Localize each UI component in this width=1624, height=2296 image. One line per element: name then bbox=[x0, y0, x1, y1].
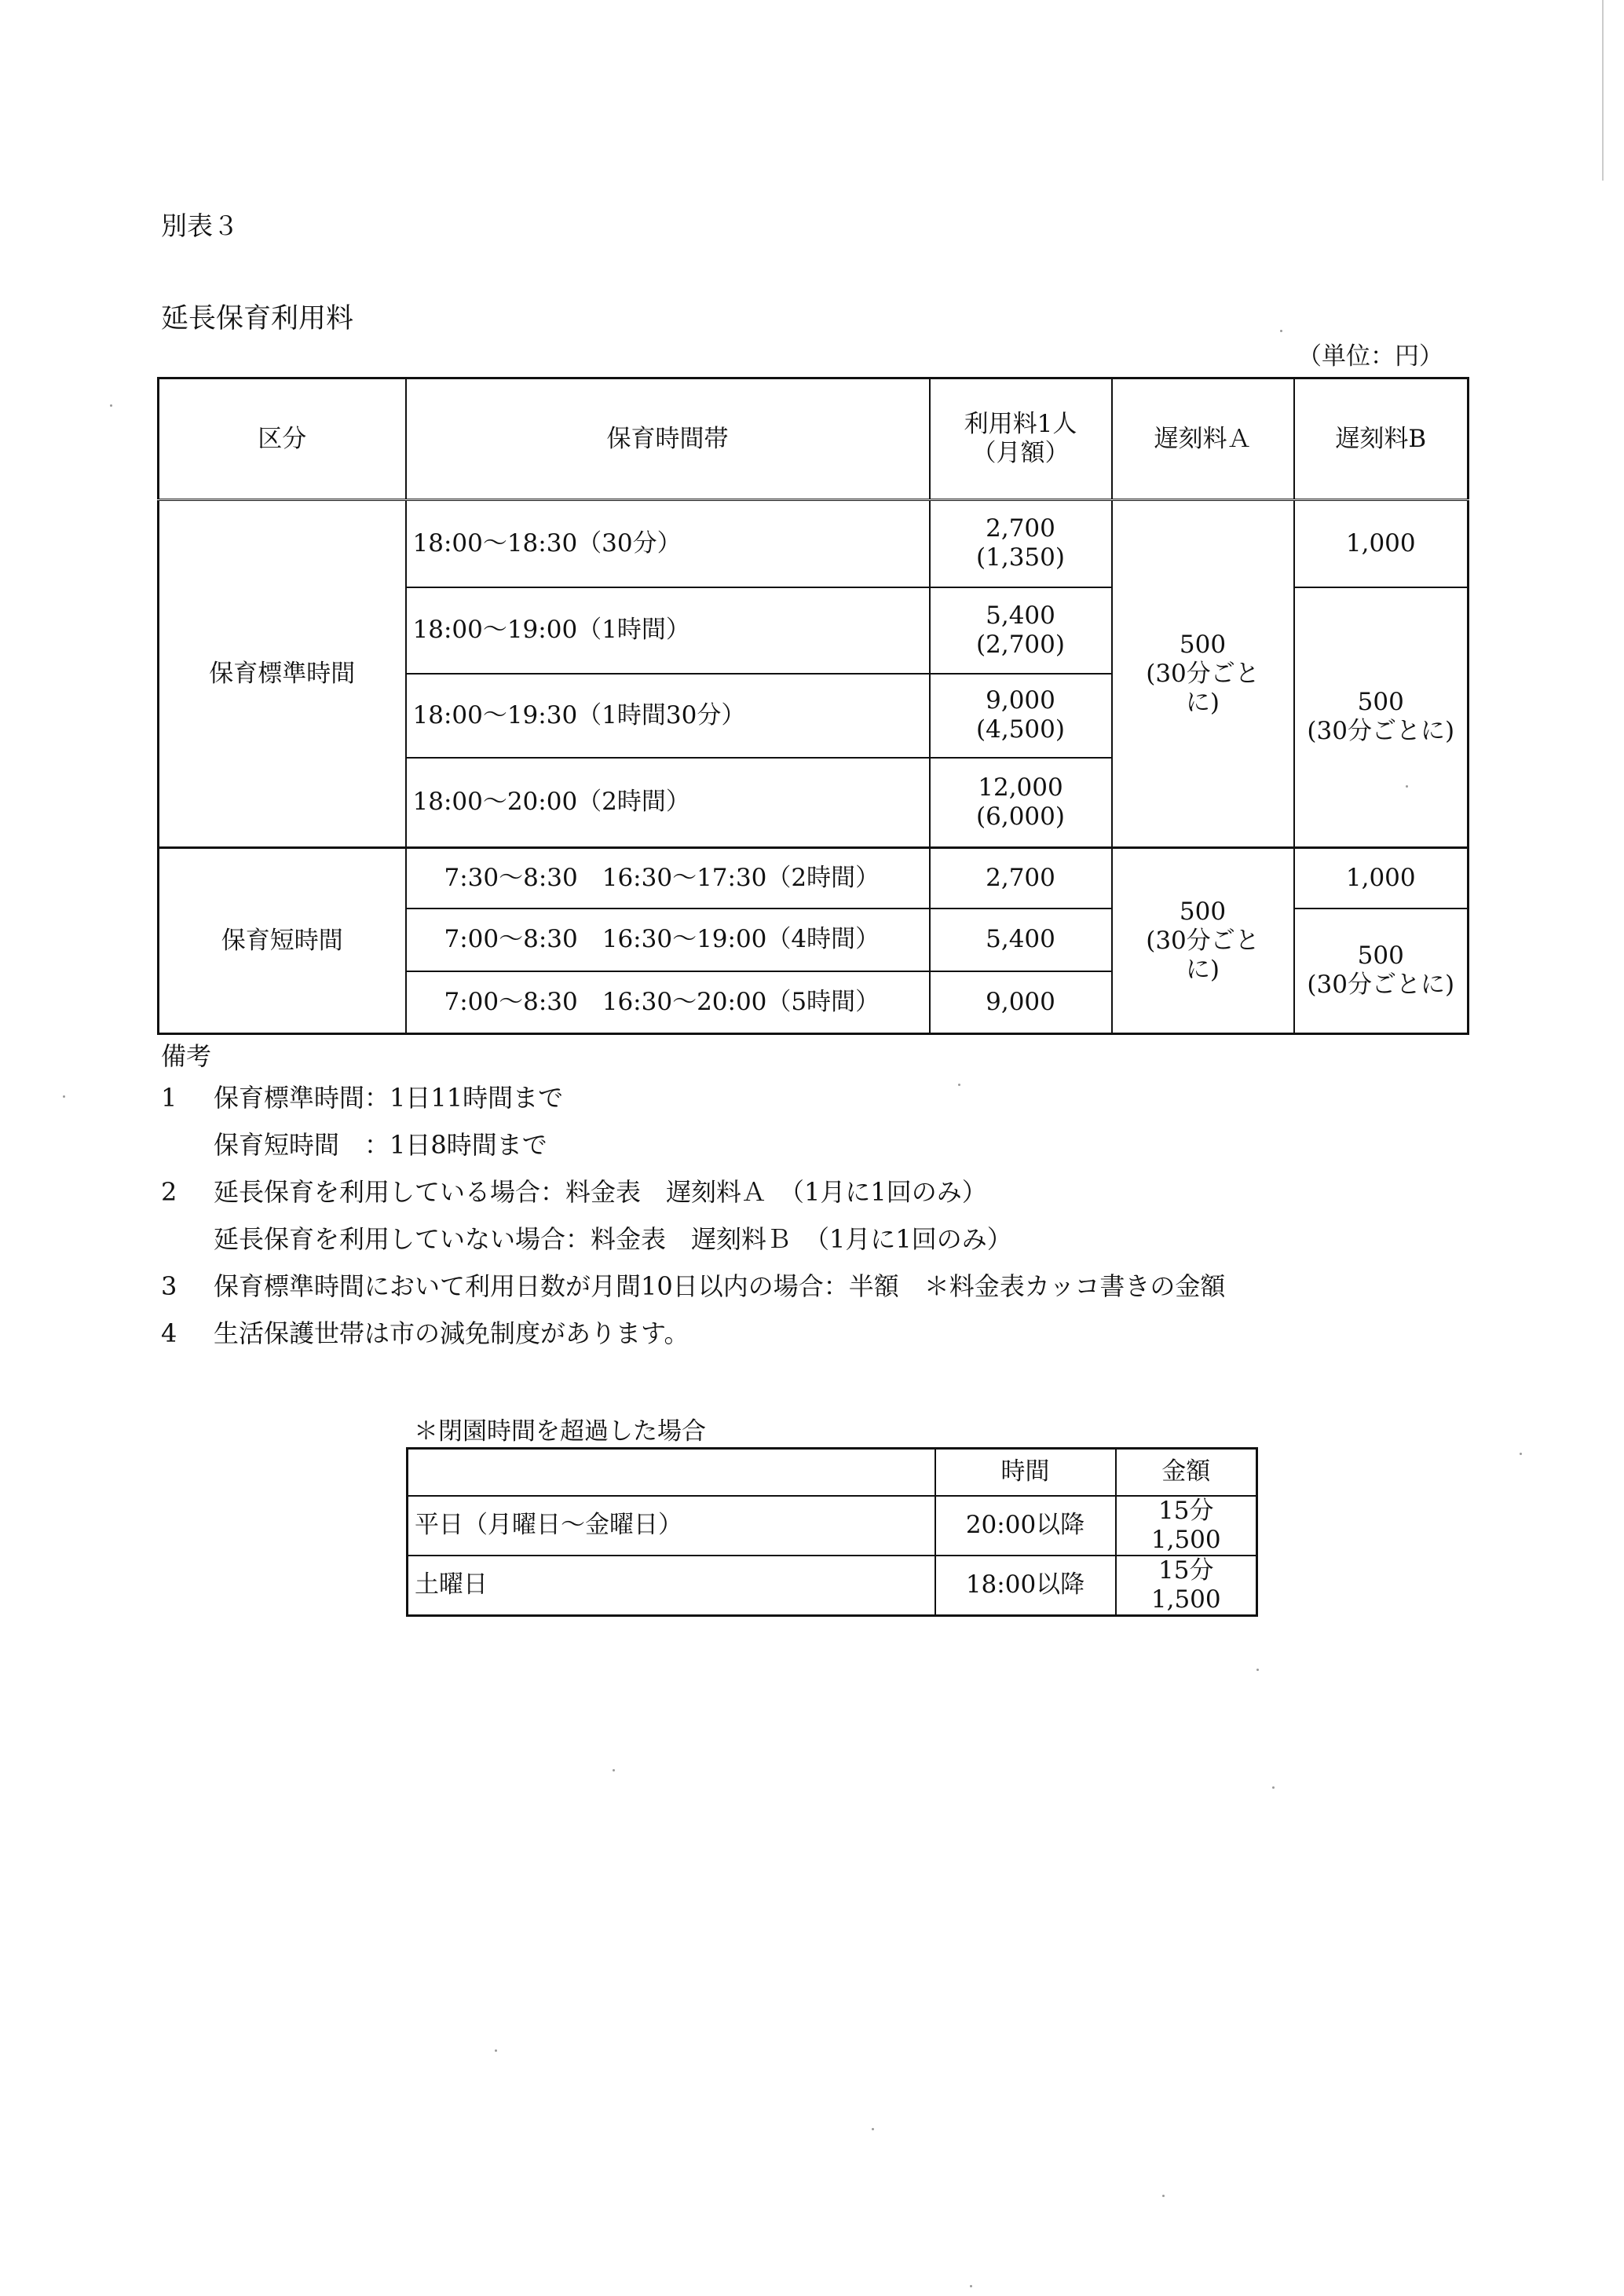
header-fee: 利用料1人 （月額） bbox=[930, 378, 1112, 500]
note-number: 1 bbox=[161, 1083, 177, 1113]
short-fee-1: 2,700 bbox=[930, 848, 1112, 909]
closing-header-amount: 金額 bbox=[1116, 1449, 1257, 1496]
note-text: 延長保育を利用していない場合：料金表 遅刻料Ｂ （1月に1回のみ） bbox=[214, 1224, 1012, 1254]
category-standard: 保育標準時間 bbox=[159, 500, 406, 848]
scan-speck bbox=[1406, 785, 1408, 788]
scan-speck bbox=[872, 2128, 874, 2130]
note-item bbox=[161, 1263, 1225, 1310]
scan-speck bbox=[495, 2049, 497, 2052]
scan-edge-line bbox=[1602, 0, 1604, 181]
header-late-a: 遅刻料Ａ bbox=[1112, 378, 1294, 500]
scan-speck bbox=[1280, 330, 1282, 332]
standard-fee-4: 12,000 (6,000) bbox=[930, 758, 1112, 848]
closing-row-label: 土曜日 bbox=[408, 1556, 935, 1616]
scan-speck bbox=[613, 1769, 615, 1771]
note-number: 2 bbox=[161, 1177, 177, 1207]
scan-speck bbox=[63, 1095, 65, 1098]
short-late-b-rest: 500 (30分ごとに) bbox=[1294, 909, 1469, 1034]
notes-heading: 備考 bbox=[161, 1041, 212, 1071]
note-text: 保育標準時間：1日11時間まで bbox=[214, 1083, 564, 1113]
note-text: 保育短時間 ：1日8時間まで bbox=[214, 1130, 547, 1160]
scan-speck bbox=[970, 2285, 972, 2287]
closing-row-label: 平日（月曜日～金曜日） bbox=[408, 1496, 935, 1556]
short-late-b-first: 1,000 bbox=[1294, 848, 1469, 909]
closing-header-time: 時間 bbox=[935, 1449, 1116, 1496]
closing-header-blank bbox=[408, 1449, 935, 1496]
note-number: 3 bbox=[161, 1271, 177, 1301]
standard-late-b-rest: 500 (30分ごとに) bbox=[1294, 587, 1469, 848]
closing-row-amount: 15分 1,500 bbox=[1116, 1556, 1257, 1616]
standard-late-b-first: 1,000 bbox=[1294, 500, 1469, 587]
standard-time-4: 18:00～20:00（2時間） bbox=[406, 758, 930, 848]
short-time-3: 7:00～8:30 16:30～20:00（5時間） bbox=[406, 971, 930, 1034]
closing-table bbox=[406, 1447, 1258, 1617]
closing-row-time: 18:00以降 bbox=[935, 1556, 1116, 1616]
standard-time-3: 18:00～19:30（1時間30分） bbox=[406, 674, 930, 758]
note-item bbox=[161, 1310, 1225, 1357]
note-text: 保育標準時間において利用日数が月間10日以内の場合：半額 ＊料金表カッコ書きの金額 bbox=[214, 1271, 1226, 1301]
closing-title: ＊閉園時間を超過した場合 bbox=[414, 1417, 706, 1446]
header-category: 区分 bbox=[159, 378, 406, 500]
short-fee-2: 5,400 bbox=[930, 909, 1112, 971]
appendix-label: 別表３ bbox=[161, 210, 239, 241]
header-time-band: 保育時間帯 bbox=[406, 378, 930, 500]
short-time-2: 7:00～8:30 16:30～19:00（4時間） bbox=[406, 909, 930, 971]
scan-speck bbox=[958, 1084, 960, 1086]
standard-time-1: 18:00～18:30（30分） bbox=[406, 500, 930, 587]
note-text: 生活保護世帯は市の減免制度があります。 bbox=[214, 1318, 689, 1348]
standard-fee-1: 2,700 (1,350) bbox=[930, 500, 1112, 587]
note-item bbox=[161, 1121, 1225, 1168]
standard-fee-2: 5,400 (2,700) bbox=[930, 587, 1112, 674]
note-item bbox=[161, 1216, 1225, 1263]
closing-row-amount: 15分 1,500 bbox=[1116, 1496, 1257, 1556]
scan-speck bbox=[110, 404, 112, 407]
unit-label: （単位：円） bbox=[1297, 342, 1443, 371]
note-item bbox=[161, 1074, 1225, 1121]
scan-speck bbox=[1520, 1453, 1522, 1455]
closing-row-time: 20:00以降 bbox=[935, 1496, 1116, 1556]
short-time-1: 7:30～8:30 16:30～17:30（2時間） bbox=[406, 848, 930, 909]
fee-table bbox=[157, 377, 1469, 1035]
short-late-a: 500 (30分ごと に) bbox=[1112, 848, 1294, 1034]
scan-speck bbox=[1162, 2195, 1165, 2197]
category-short: 保育短時間 bbox=[159, 848, 406, 1034]
standard-time-2: 18:00～19:00（1時間） bbox=[406, 587, 930, 674]
standard-fee-3: 9,000 (4,500) bbox=[930, 674, 1112, 758]
short-fee-3: 9,000 bbox=[930, 971, 1112, 1034]
notes-section bbox=[161, 1038, 1225, 1357]
page-title: 延長保育利用料 bbox=[161, 303, 354, 335]
note-number: 4 bbox=[161, 1318, 177, 1348]
scan-speck bbox=[1272, 1786, 1275, 1789]
header-late-b: 遅刻料B bbox=[1294, 378, 1469, 500]
standard-late-a: 500 (30分ごと に) bbox=[1112, 500, 1294, 848]
note-text: 延長保育を利用している場合：料金表 遅刻料Ａ （1月に1回のみ） bbox=[214, 1177, 987, 1207]
scan-speck bbox=[1256, 1669, 1259, 1671]
note-item bbox=[161, 1168, 1225, 1216]
